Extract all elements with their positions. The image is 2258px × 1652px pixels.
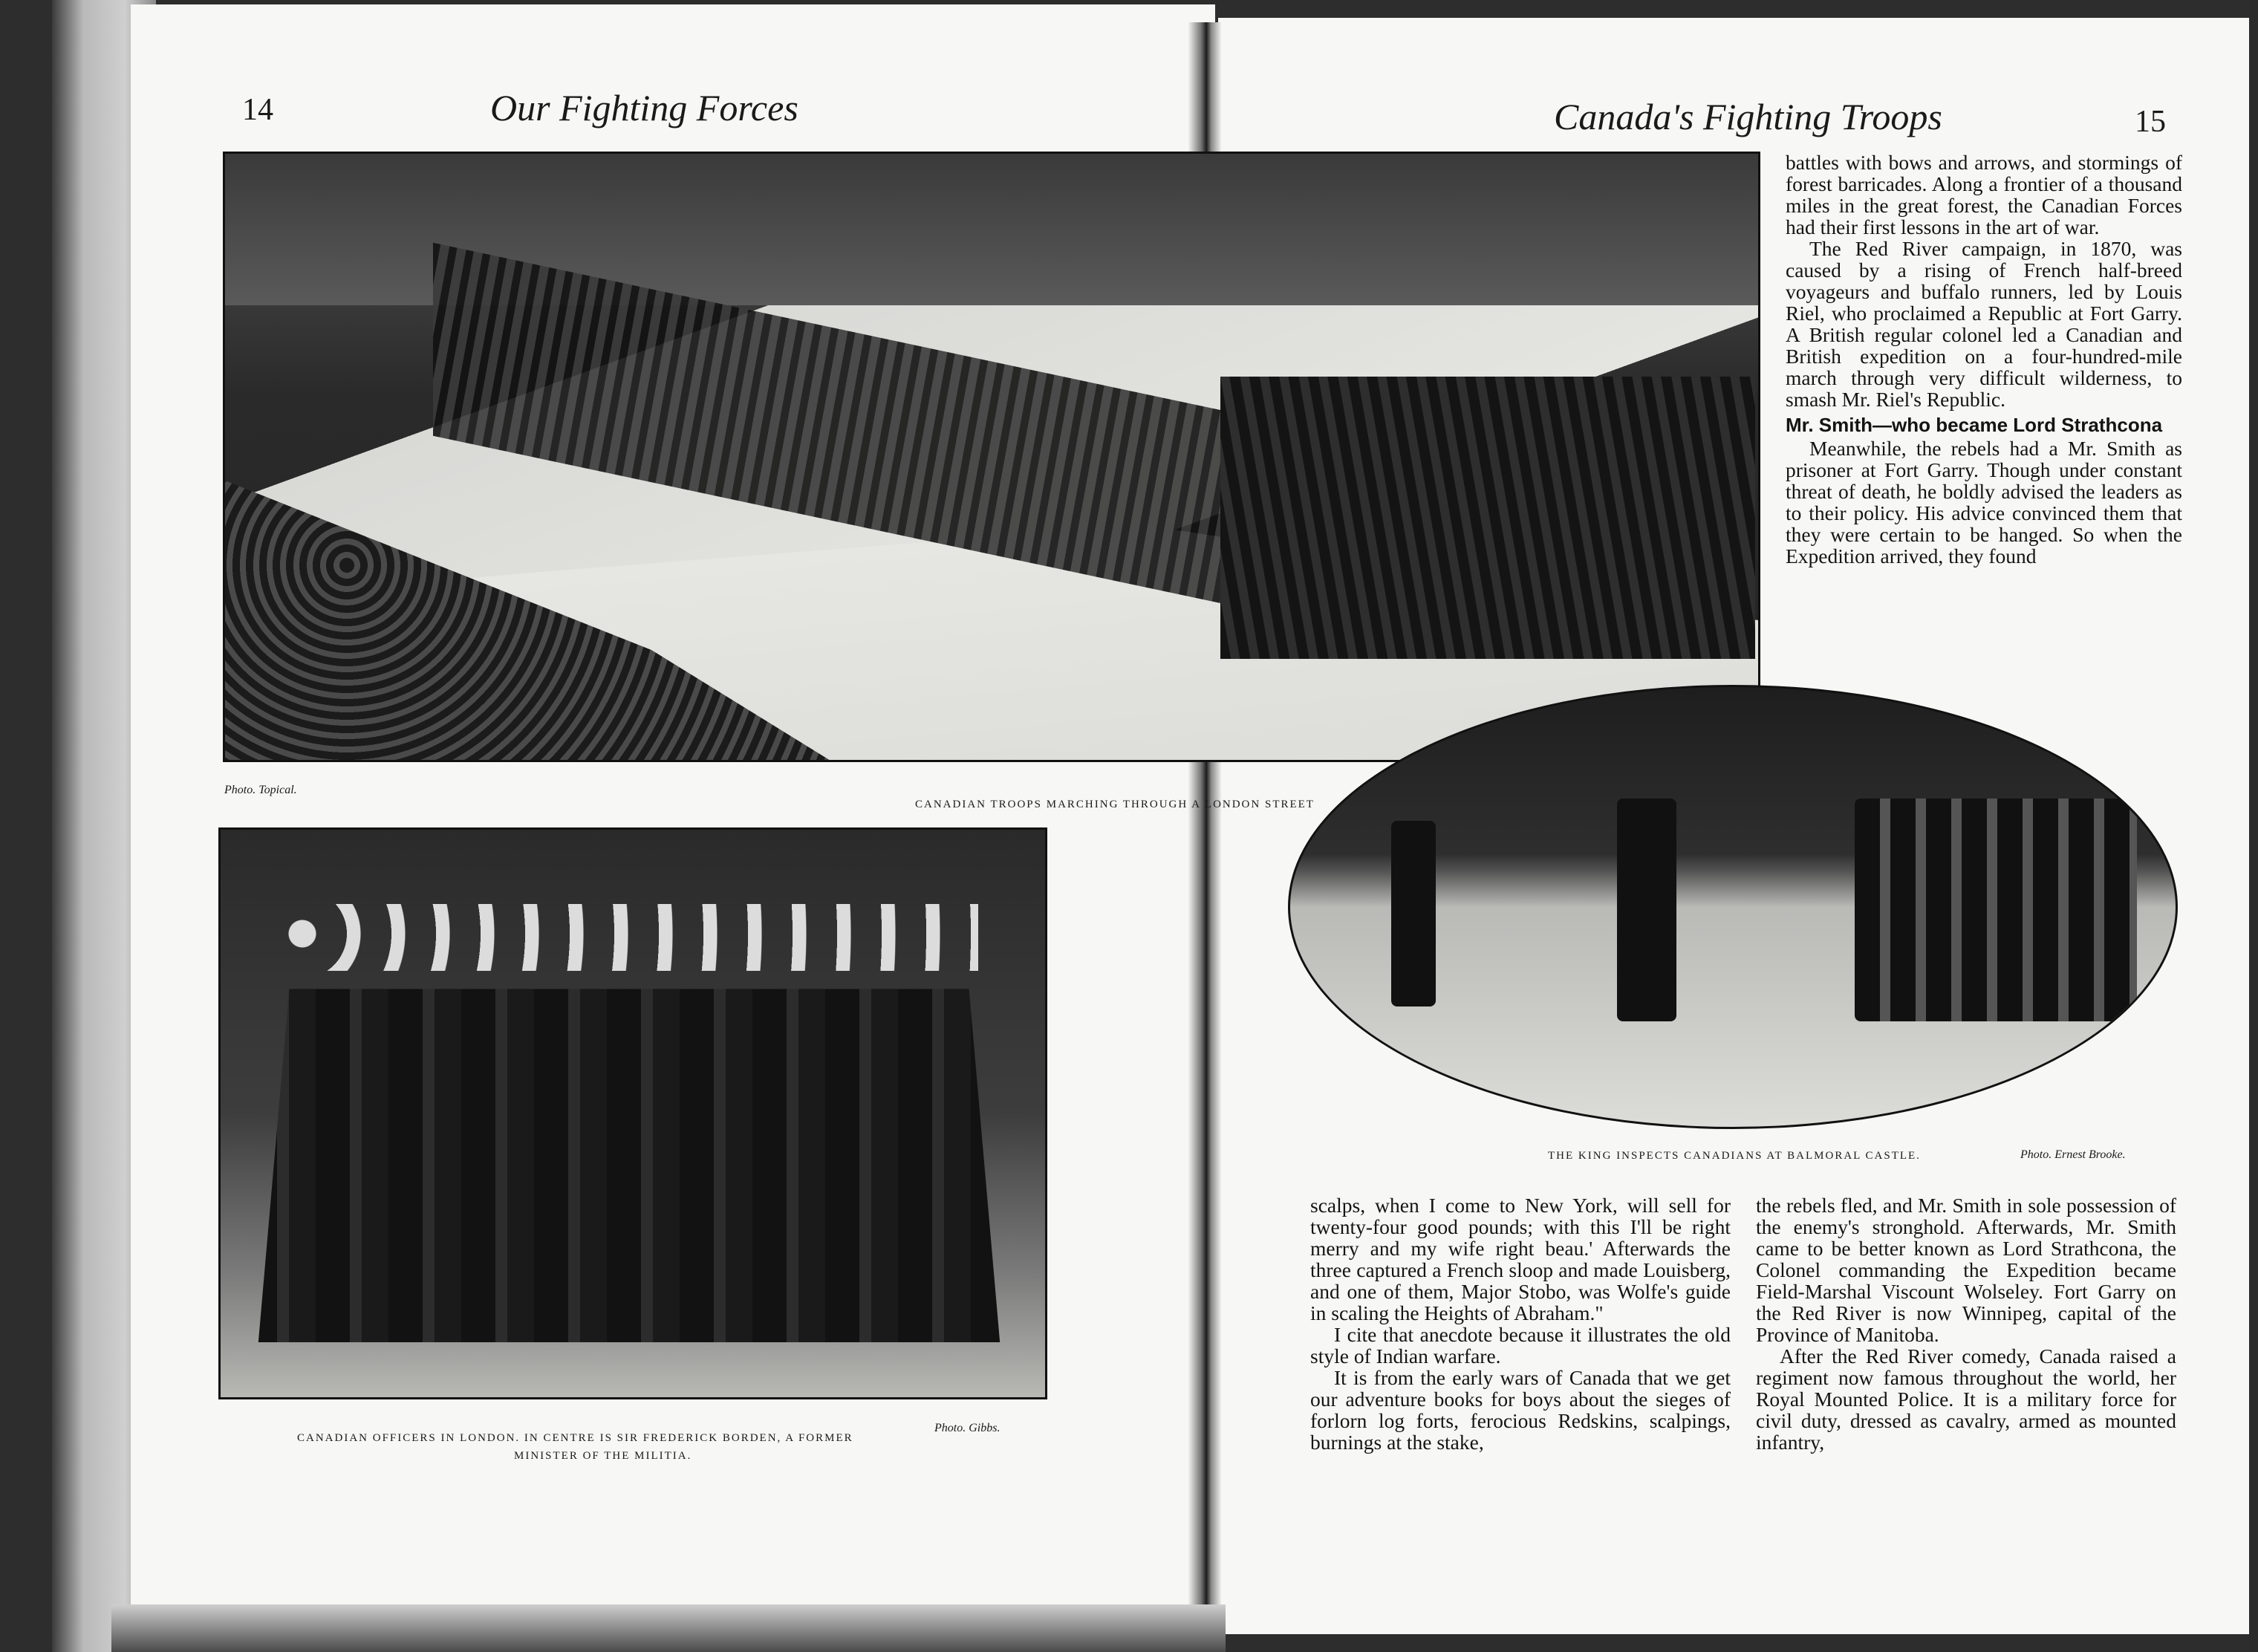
street-march-photo: [223, 152, 1760, 762]
guard-line: [1855, 799, 2137, 1021]
left-running-head: Our Fighting Forces: [490, 87, 798, 129]
paragraph: battles with bows and arrows, and stormings of forest barricades. Along a frontier of a thousand miles in the great forest, the Canadian Forces had their first lessons in the art of war.: [1786, 151, 2182, 238]
book-right-edge: [2249, 0, 2258, 1652]
street-photo-caption: CANADIAN TROOPS MARCHING THROUGH A LONDON STREET: [915, 799, 1315, 810]
page-bottom-shadow: [111, 1604, 1226, 1652]
street-photo-credit: Photo. Topical.: [224, 784, 297, 796]
paragraph: scalps, when I come to New York, will sell for twenty-four good pounds; with this I'll be right merry and my wife right beau.' Afterwards the three captured a French sloop and made Louisberg, and one of them, Major Stobo, was Wolfe's guide in scaling the Heights of Abraham.": [1310, 1194, 1731, 1324]
officers-photo-caption-line2: MINISTER OF THE MILITIA.: [514, 1450, 692, 1462]
text-column-bottom-right: [1756, 1194, 2176, 1453]
right-page-number: 15: [2135, 105, 2166, 139]
section-subhead: Mr. Smith—who became Lord Strathcona: [1786, 414, 2163, 436]
paragraph: the rebels fled, and Mr. Smith in sole possession of the enemy's stronghold. Afterwards, Mr. Smith came to be better known as Lord Strathcona, the Colonel commanding the Expedition became Field-Marshal Viscount Wolseley. Fort Garry on the Red River is now Winnipeg, capital of the Province of Manitoba.: [1756, 1194, 2176, 1346]
paragraph: It is from the early wars of Canada that we get our adventure books for boys about the sieges of forlorn log forts, ferocious Redskins, scalpings, burnings at the stake,: [1310, 1366, 1731, 1454]
left-page-number: 14: [242, 93, 273, 127]
right-running-head: Canada's Fighting Troops: [1554, 96, 1942, 137]
balmoral-inspection-photo: [1288, 685, 2178, 1129]
text-column-bottom-left: [1310, 1194, 1731, 1453]
paragraph: I cite that anecdote because it illustrates the old style of Indian warfare.: [1310, 1323, 1731, 1368]
text-column-top: [1786, 152, 2182, 567]
balmoral-photo-caption: THE KING INSPECTS CANADIANS AT BALMORAL CASTLE.: [1548, 1150, 1921, 1162]
balmoral-photo-credit: Photo. Ernest Brooke.: [2020, 1148, 2126, 1161]
paragraph: The Red River campaign, in 1870, was caused by a rising of French half-breed voyageurs and buffalo runners, led by Louis Riel, who proclaimed a Republic at Fort Garry. A British regular colonel led a Canadian and British expedition on a four-hundred-mile march through very difficult wilderness, to smash Mr. Riel's Republic.: [1786, 237, 2182, 411]
officer-helmets: [280, 904, 978, 971]
officers-photo-credit: Photo. Gibbs.: [934, 1422, 1001, 1434]
paragraph: Meanwhile, the rebels had a Mr. Smith as prisoner at Fort Garry. Though under constant threat of death, he boldly advised the leaders as to their policy. His advice convinced them that they were certain to be hanged. So when the Expedition arrived, they found: [1786, 437, 2182, 568]
officers-group-photo: [218, 827, 1047, 1399]
officers-photo-caption-line1: CANADIAN OFFICERS IN LONDON. IN CENTRE IS SIR FREDERICK BORDEN, A FORMER: [297, 1432, 853, 1444]
officer-figure: [1617, 799, 1676, 1021]
paragraph: After the Red River comedy, Canada raised a regiment now famous throughout the world, her Royal Mounted Police. It is a military force for civil duty, dressed as cavalry, armed as mounted infantry,: [1756, 1344, 2176, 1454]
mounted-troops: [1220, 377, 1755, 659]
officers-group: [243, 911, 1015, 1342]
king-figure: [1391, 821, 1436, 1007]
